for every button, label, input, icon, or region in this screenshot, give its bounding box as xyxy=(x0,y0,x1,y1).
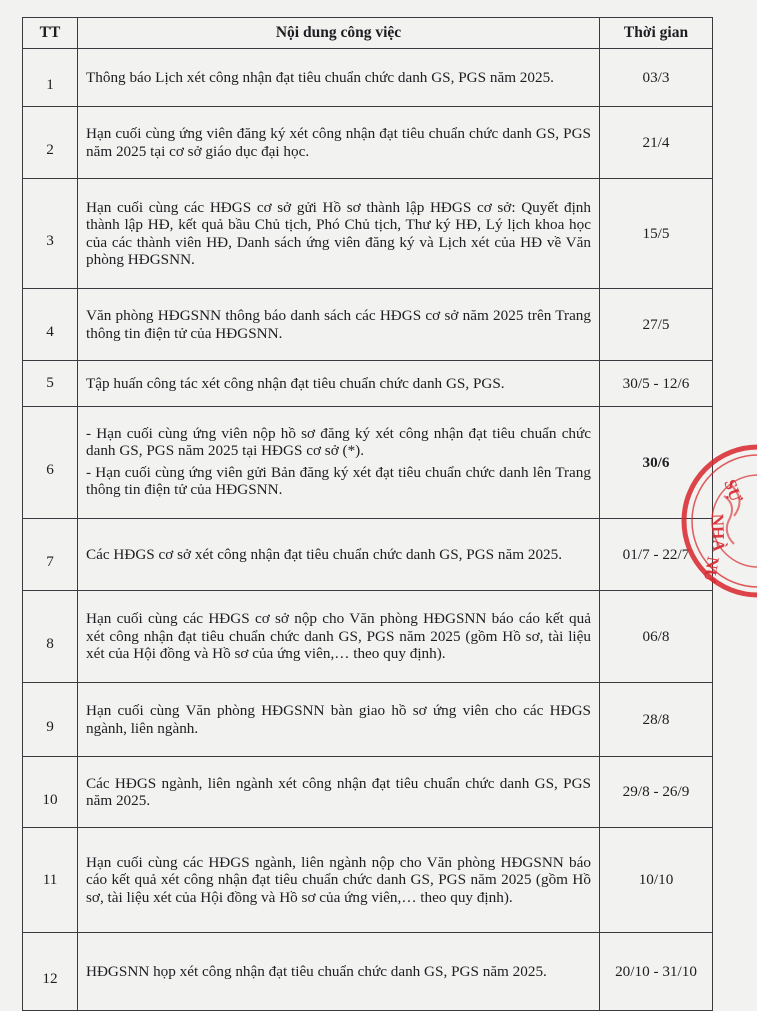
header-tt: TT xyxy=(23,18,78,49)
row-content: Hạn cuối cùng Văn phòng HĐGSNN bàn giao hồ sơ ứng viên cho các HĐGS ngành, liên ngành. xyxy=(78,683,600,757)
row-time: 15/5 xyxy=(600,179,713,289)
row-content xyxy=(78,407,600,519)
svg-text:NƯ: NƯ xyxy=(699,555,723,585)
table-row xyxy=(23,179,713,289)
row-content: Hạn cuối cùng các HĐGS ngành, liên ngành nộp cho Văn phòng HĐGSNN báo cáo kết quả xét công nhận đạt tiêu chuẩn chức danh GS, PGS năm 2025 (gồm Hồ sơ, tài liệu xét của Hội đồng và Hồ sơ của ứng viên,… theo quy định). xyxy=(78,828,600,933)
table-row xyxy=(23,683,713,757)
table-row xyxy=(23,407,713,519)
row-time: 29/8 - 26/9 xyxy=(600,757,713,828)
row-time: 30/5 - 12/6 xyxy=(600,361,713,407)
svg-text:NHÀ: NHÀ xyxy=(708,513,729,552)
row-number: 10 xyxy=(23,757,78,828)
row-time: 21/4 xyxy=(600,107,713,179)
row-content: Hạn cuối cùng các HĐGS cơ sở nộp cho Văn phòng HĐGSNN báo cáo kết quả xét công nhận đạt tiêu chuẩn chức danh GS, PGS năm 2025 (gồm Hồ sơ, tài liệu xét của Hội đồng và Hồ sơ của ứng viên,… theo quy định). xyxy=(78,591,600,683)
row-number: 1 xyxy=(23,49,78,107)
table-row xyxy=(23,591,713,683)
table-row xyxy=(23,757,713,828)
header-content: Nội dung công việc xyxy=(78,18,600,49)
row-number: 3 xyxy=(23,179,78,289)
row-number: 4 xyxy=(23,289,78,361)
row-time: 01/7 - 22/7 xyxy=(600,519,713,591)
row-time: 28/8 xyxy=(600,683,713,757)
table-header-row xyxy=(23,18,713,49)
row-number: 7 xyxy=(23,519,78,591)
row-number: 2 xyxy=(23,107,78,179)
row-content: Các HĐGS ngành, liên ngành xét công nhận đạt tiêu chuẩn chức danh GS, PGS năm 2025. xyxy=(78,757,600,828)
row-content: Hạn cuối cùng các HĐGS cơ sở gửi Hồ sơ thành lập HĐGS cơ sở: Quyết định thành lập HĐ, kết quả bầu Chủ tịch, Phó Chủ tịch, Thư ký HĐ, Lý lịch khoa học của các thành viên HĐ, Danh sách ứng viên đăng ký và Lịch xét của HĐ về Văn phòng HĐGSNN. xyxy=(78,179,600,289)
svg-text:SỰ: SỰ xyxy=(720,476,746,505)
row-content: Các HĐGS cơ sở xét công nhận đạt tiêu chuẩn chức danh GS, PGS năm 2025. xyxy=(78,519,600,591)
row-content: Tập huấn công tác xét công nhận đạt tiêu chuẩn chức danh GS, PGS. xyxy=(78,361,600,407)
row-content: Thông báo Lịch xét công nhận đạt tiêu chuẩn chức danh GS, PGS năm 2025. xyxy=(78,49,600,107)
row-content-item: - Hạn cuối cùng ứng viên nộp hồ sơ đăng ký xét công nhận đạt tiêu chuẩn chức danh GS, PGS năm 2025 tại HĐGS cơ sở (*). xyxy=(86,424,591,459)
row-content: HĐGSNN họp xét công nhận đạt tiêu chuẩn chức danh GS, PGS năm 2025. xyxy=(78,933,600,1011)
table-row xyxy=(23,933,713,1011)
row-content: Văn phòng HĐGSNN thông báo danh sách các HĐGS cơ sở năm 2025 trên Trang thông tin điện tử của HĐGSNN. xyxy=(78,289,600,361)
table-row xyxy=(23,361,713,407)
row-number: 11 xyxy=(23,828,78,933)
table-row xyxy=(23,289,713,361)
row-content-item: - Hạn cuối cùng ứng viên gửi Bản đăng ký xét đạt tiêu chuẩn chức danh lên Trang thông tin điện tử của HĐGSNN. xyxy=(86,463,591,498)
row-time: 27/5 xyxy=(600,289,713,361)
table-row xyxy=(23,49,713,107)
row-number: 9 xyxy=(23,683,78,757)
header-time: Thời gian xyxy=(600,18,713,49)
row-time: 06/8 xyxy=(600,591,713,683)
row-time: 10/10 xyxy=(600,828,713,933)
table-row xyxy=(23,107,713,179)
row-number: 12 xyxy=(23,933,78,1011)
table-row xyxy=(23,828,713,933)
row-number: 6 xyxy=(23,407,78,519)
row-time: 03/3 xyxy=(600,49,713,107)
table-row xyxy=(23,519,713,591)
schedule-table xyxy=(22,17,713,1011)
row-time: 30/6 xyxy=(600,407,713,519)
row-content: Hạn cuối cùng ứng viên đăng ký xét công nhận đạt tiêu chuẩn chức danh GS, PGS năm 2025 tại cơ sở giáo dục đại học. xyxy=(78,107,600,179)
row-time: 20/10 - 31/10 xyxy=(600,933,713,1011)
row-number: 8 xyxy=(23,591,78,683)
row-number: 5 xyxy=(23,361,78,407)
